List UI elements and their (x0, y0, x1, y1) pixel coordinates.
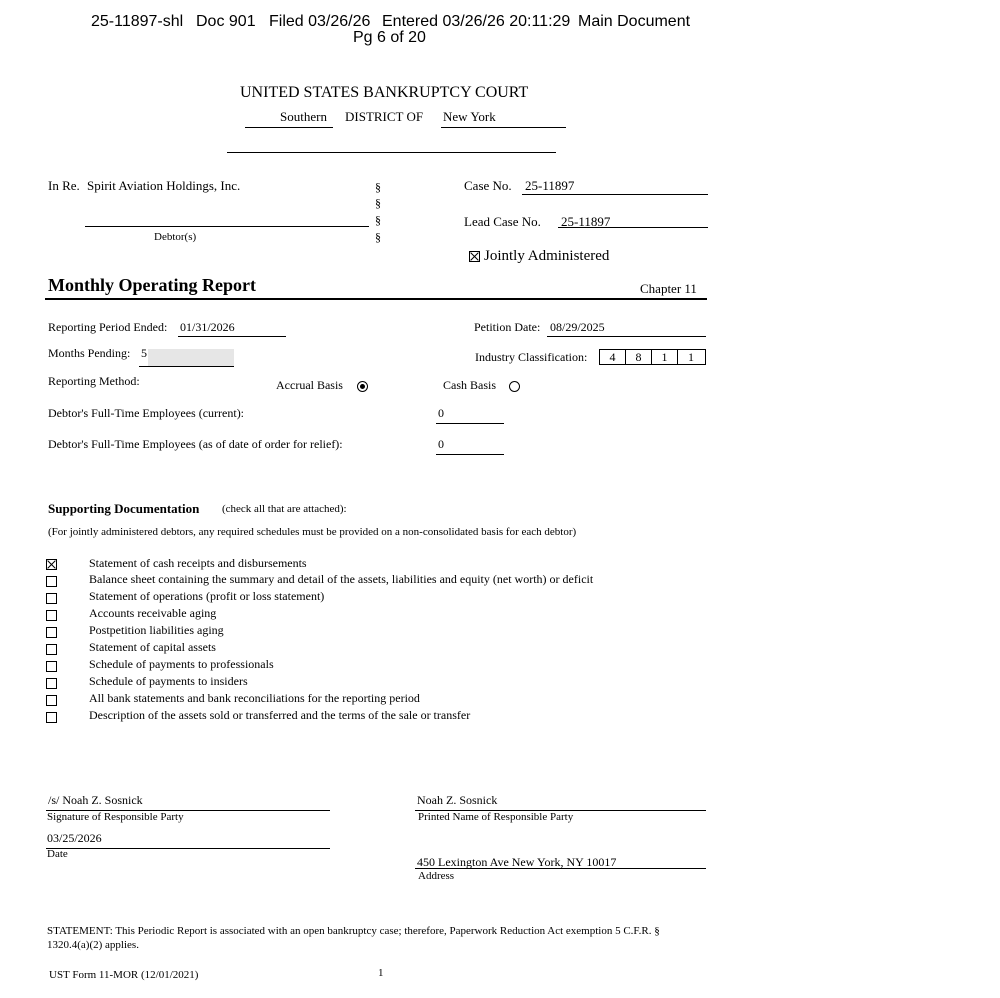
doc-item-label: Statement of capital assets (89, 640, 216, 654)
petition-date-label: Petition Date: (474, 320, 541, 334)
petition-date-value: 08/29/2025 (550, 320, 605, 334)
accrual-basis-label: Accrual Basis (276, 378, 343, 392)
printed-name-value: Noah Z. Sosnick (417, 793, 498, 807)
redaction-block (148, 349, 234, 366)
doc-checkbox-professionals[interactable] (46, 661, 57, 672)
doc-checkbox-liabilities-aging[interactable] (46, 627, 57, 638)
months-pending-value: 5 (141, 346, 147, 360)
section-symbol: § (375, 180, 381, 194)
case-no-label: Case No. (464, 178, 512, 193)
signature-date-label: Date (47, 848, 68, 860)
doc-item-label: Schedule of payments to insiders (89, 674, 248, 688)
address-label: Address (418, 870, 455, 882)
doc-item-label: Statement of cash receipts and disbursements (89, 556, 307, 570)
industry-digit: 8 (626, 350, 652, 364)
report-title: Monthly Operating Report (48, 275, 256, 295)
doc-item-label: Balance sheet containing the summary and detail of the assets, liabilities and equity (net worth) or deficit (89, 572, 594, 586)
section-symbol: § (375, 213, 381, 227)
page-number: 1 (378, 967, 384, 979)
doc-checkbox-capital-assets[interactable] (46, 644, 57, 655)
jointly-administered-label: Jointly Administered (484, 248, 610, 264)
months-pending-label: Months Pending: (48, 346, 131, 360)
employees-relief-value: 0 (438, 437, 444, 451)
doc-item-label: Schedule of payments to professionals (89, 657, 274, 671)
form-id: UST Form 11-MOR (12/01/2021) (49, 969, 199, 981)
employees-relief-label: Debtor's Full-Time Employees (as of date of order for relief): (48, 437, 343, 451)
cash-basis-label: Cash Basis (443, 378, 497, 392)
reporting-method-label: Reporting Method: (48, 374, 140, 388)
doc-checkbox-insiders[interactable] (46, 678, 57, 689)
period-ended-value: 01/31/2026 (180, 320, 235, 334)
district-state: New York (443, 109, 496, 124)
doc-checkbox-bank-statements[interactable] (46, 695, 57, 706)
chapter-label: Chapter 11 (640, 281, 697, 296)
industry-digit: 4 (600, 350, 626, 364)
accrual-basis-radio[interactable] (357, 381, 368, 392)
lead-case-value: 25-11897 (561, 214, 611, 229)
district-of-label: DISTRICT OF (345, 109, 424, 124)
debtor-name: Spirit Aviation Holdings, Inc. (87, 178, 241, 193)
paperwork-statement-cont: 1320.4(a)(2) applies. (47, 939, 139, 951)
doc-checkbox-assets-sold[interactable] (46, 712, 57, 723)
supporting-docs-instruction: (check all that are attached): (222, 503, 347, 515)
doc-checkbox-operations[interactable] (46, 593, 57, 604)
industry-digit: 1 (688, 350, 694, 364)
industry-code-boxes (599, 349, 706, 365)
printed-name-label: Printed Name of Responsible Party (418, 811, 574, 823)
doc-item-label: Statement of operations (profit or loss statement) (89, 589, 325, 603)
doc-checkbox-receivable-aging[interactable] (46, 610, 57, 621)
address-value: 450 Lexington Ave New York, NY 10017 (417, 855, 617, 869)
doc-item-label: Description of the assets sold or transferred and the terms of the sale or transfer (89, 708, 471, 722)
employees-current-value: 0 (438, 406, 444, 420)
doc-item-label: All bank statements and bank reconciliations for the reporting period (89, 691, 420, 705)
ecf-doc-number: Doc 901 (196, 13, 256, 30)
district-prefix: Southern (280, 109, 327, 124)
doc-checkbox-cash-receipts[interactable] (46, 559, 57, 570)
ecf-case-code: 25-11897-shl (91, 13, 184, 30)
period-ended-label: Reporting Period Ended: (48, 320, 168, 334)
supporting-docs-note: (For jointly administered debtors, any required schedules must be provided on a non-consolidated basis for each debtor) (48, 526, 577, 538)
ecf-page-count: Pg 6 of 20 (353, 29, 426, 46)
ecf-entered-date: Entered 03/26/26 20:11:29 (382, 13, 571, 30)
industry-label: Industry Classification: (475, 350, 588, 364)
in-re-label: In Re. (48, 178, 80, 193)
doc-item-label: Accounts receivable aging (89, 606, 217, 620)
ecf-main-document: Main Document (578, 13, 691, 30)
signature-label: Signature of Responsible Party (47, 811, 184, 823)
signature-date-value: 03/25/2026 (47, 831, 102, 845)
court-title: UNITED STATES BANKRUPTCY COURT (240, 84, 529, 101)
jointly-administered-checkbox[interactable] (469, 251, 480, 262)
section-symbol: § (375, 196, 381, 210)
doc-checkbox-balance-sheet[interactable] (46, 576, 57, 587)
debtors-label: Debtor(s) (154, 231, 197, 243)
lead-case-label: Lead Case No. (464, 214, 541, 229)
section-symbol: § (375, 230, 381, 244)
employees-current-label: Debtor's Full-Time Employees (current): (48, 406, 245, 420)
cash-basis-radio[interactable] (509, 381, 520, 392)
signature-value: /s/ Noah Z. Sosnick (48, 793, 143, 807)
paperwork-statement: STATEMENT: This Periodic Report is associated with an open bankruptcy case; therefore, Paperwork Reduction Act exemption 5 C.F.R. § (47, 925, 660, 937)
industry-digit: 1 (652, 350, 678, 364)
ecf-filed-date: Filed 03/26/26 (269, 13, 371, 30)
supporting-docs-title: Supporting Documentation (48, 501, 200, 516)
doc-item-label: Postpetition liabilities aging (89, 623, 224, 637)
case-no-value: 25-11897 (525, 178, 575, 193)
